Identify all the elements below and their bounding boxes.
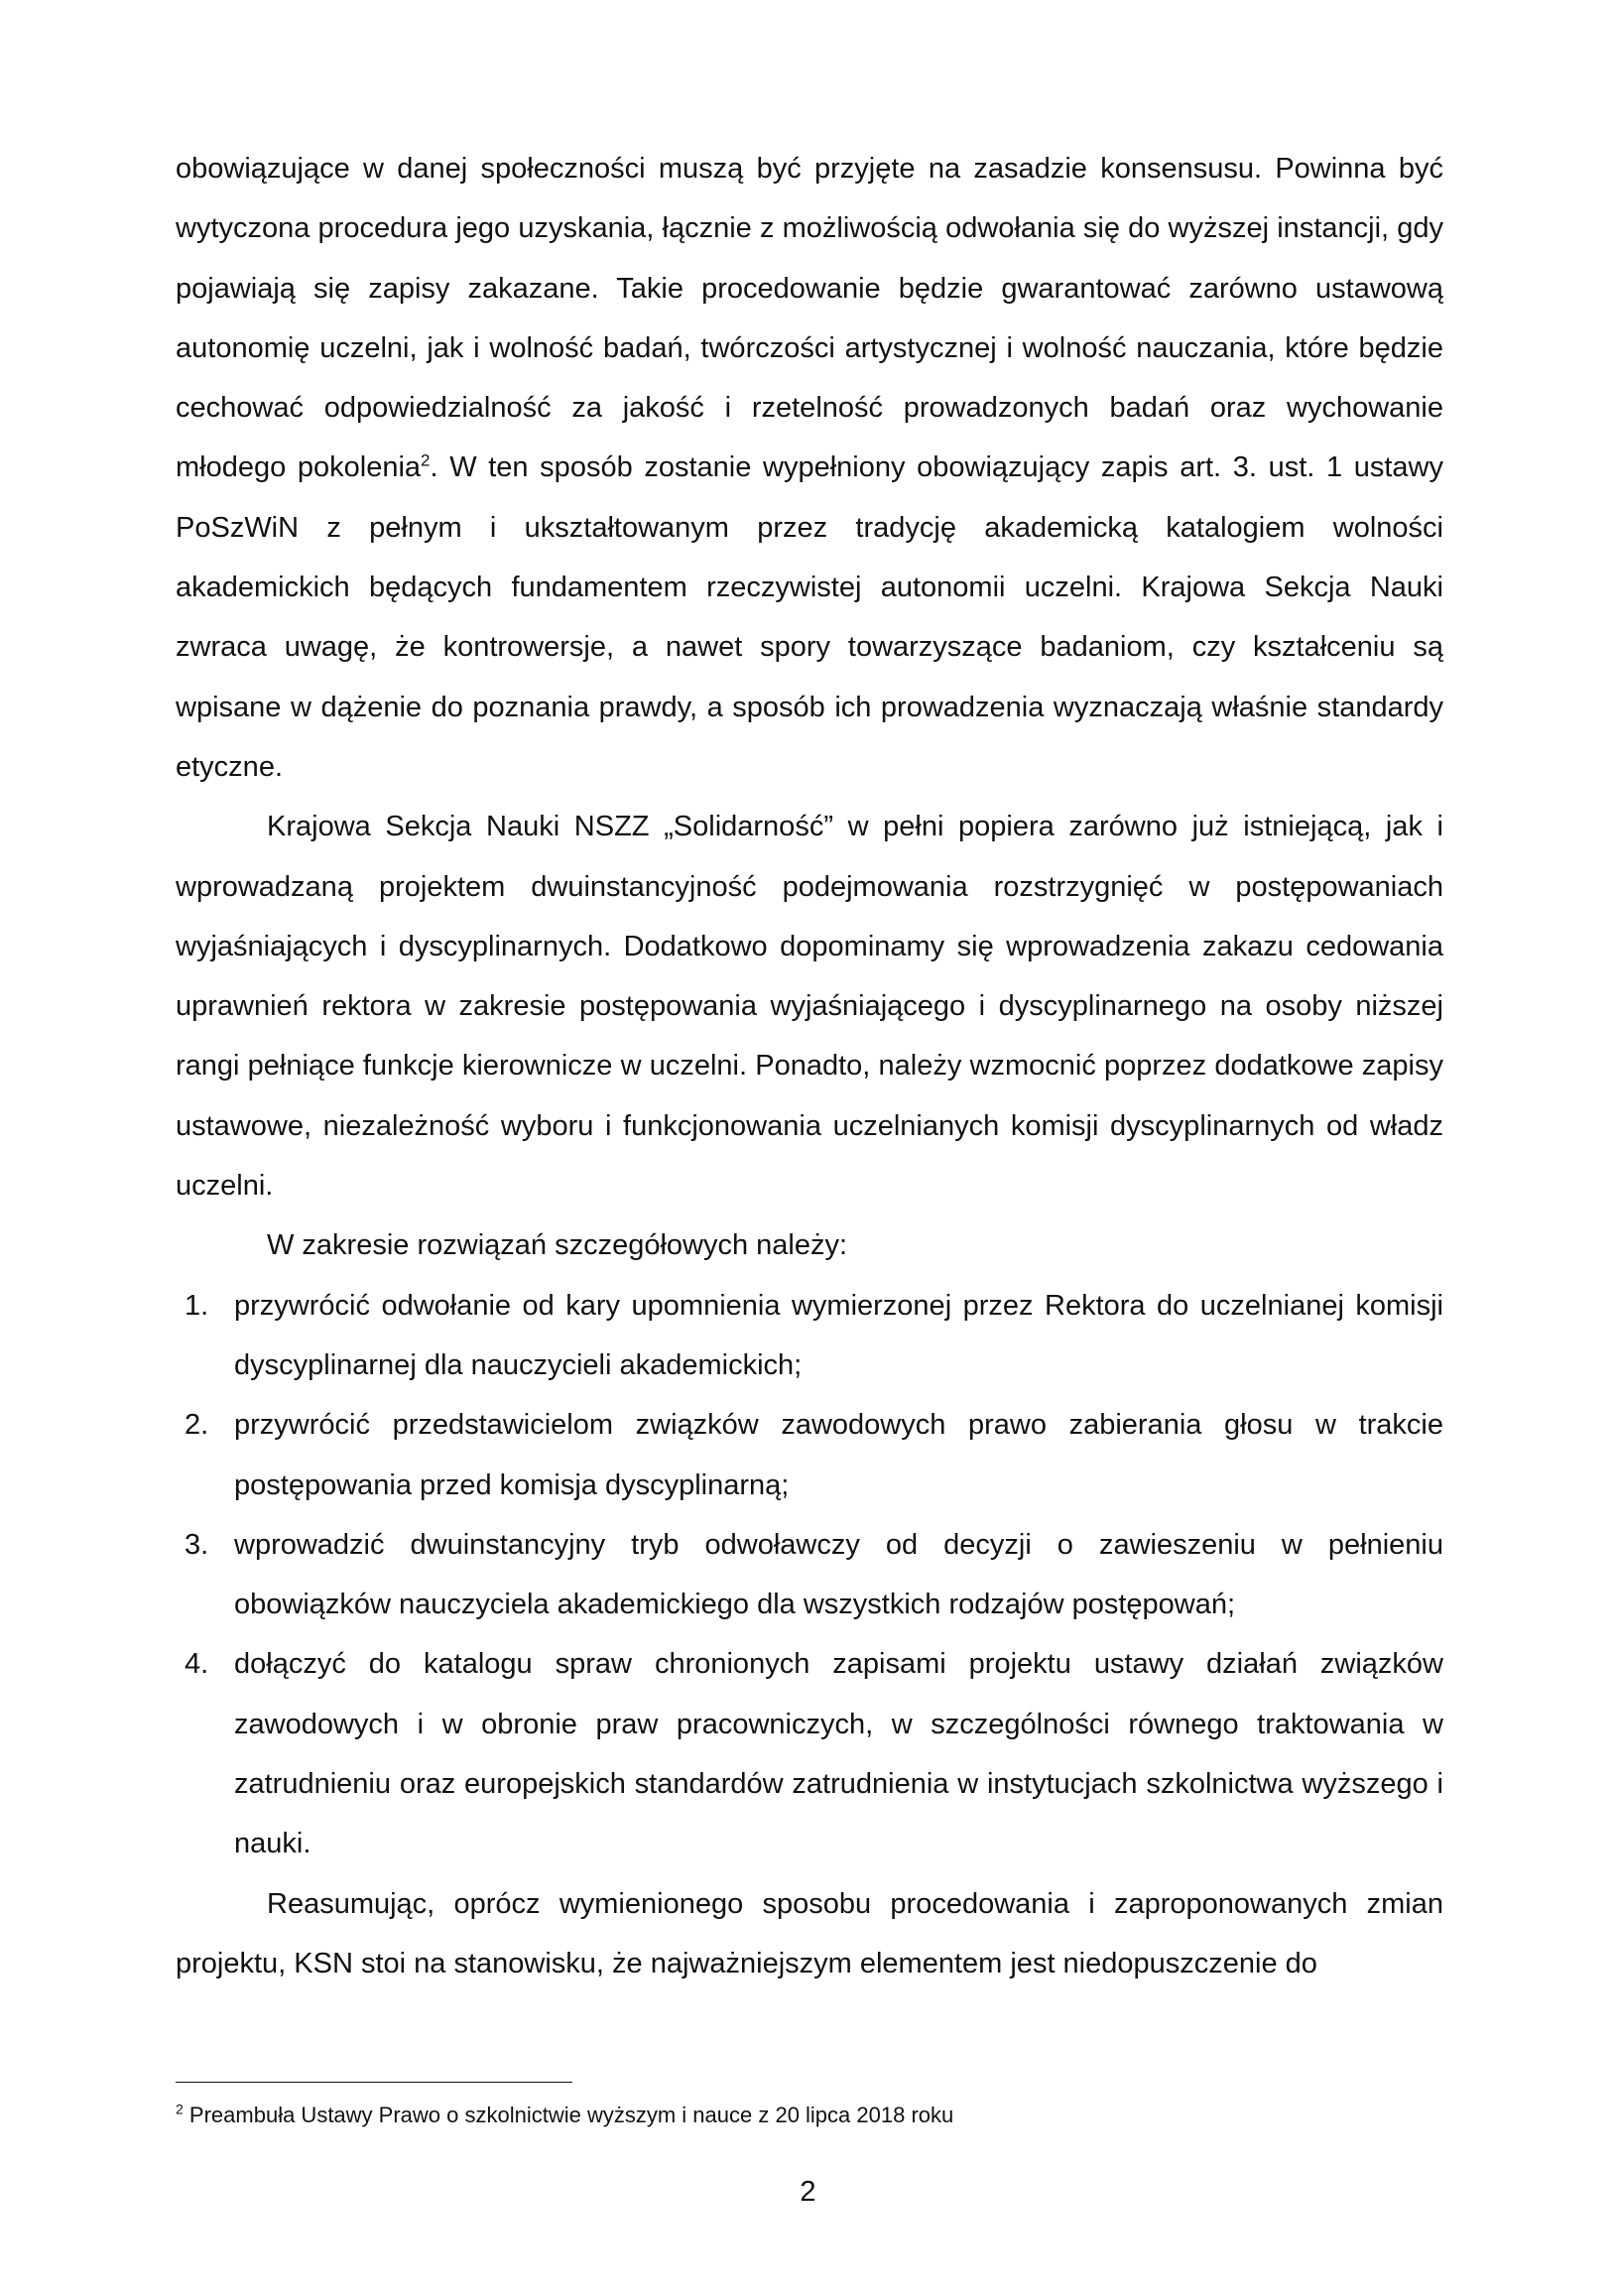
paragraph-disciplinary: Krajowa Sekcja Nauki NSZZ „Solidarność” w pełni popiera zarówno już istniejącą, jak i wprowadzaną projektem dwuinstancyjność podejmowania rozstrzygnięć w postępowaniach wyjaśniających i dyscyplinarnych. Dodatkowo dopominamy się wprowadzenia zakazu cedowania uprawnień rektora w zakresie postępowania wyjaśniającego i dyscyplinarnego na osoby niższej rangi pełniące funkcje kierownicze w uczelni. Ponadto, należy wzmocnić poprzez dodatkowe zapisy ustawowe, niezależność wyboru i funkcjonowania uczelnianych komisji dyscyplinarnych od władz uczelni. [176,811,1443,1203]
footnote-text: Preambuła Ustawy Prawo o szkolnictwie wyższym i nauce z 20 lipca 2018 roku [188,2103,954,2127]
footnote-separator [176,2082,572,2083]
list-item-number: 3. [185,1528,209,1561]
list-item-number: 4. [185,1648,209,1681]
footnote-reference: 2 [421,450,431,470]
list-item [176,1276,1443,1396]
paragraph-text: . W ten sposób zostanie wypełniony obowiązujący zapis art. 3. ust. 1 ustawy PoSzWiN z pełnym i ukształtowanym przez tradycję akademicką katalogiem wolności akademickich będących fundamentem rzeczywistej autonomii uczelni. Krajowa Sekcja Nauki zwraca uwagę, że kontrowersje, a nawet spory towarzyszące badaniom, czy kształceniu są wpisane w dążenie do poznania prawdy, a sposób ich prowadzenia wyznaczają właśnie standardy etyczne. [176,451,1443,783]
list-item-number: 1. [185,1289,209,1322]
document-body [176,139,1443,1993]
list-item [176,1634,1443,1873]
list-item-number: 2. [185,1409,209,1442]
list-item [176,1395,1443,1515]
footnote-mark: 2 [176,2101,184,2117]
paragraph-summary: Reasumując, oprócz wymienionego sposobu procedowania i zaproponowanych zmian projektu, KSN stoi na stanowisku, że najważniejszym elementem jest niedopuszczenie do [176,1887,1443,1979]
list-item-text: wprowadzić dwuinstancyjny tryb odwoławczy od decyzji o zawieszeniu w pełnieniu obowiązków nauczyciela akademickiego dla wszystkich rodzajów postępowań; [234,1528,1443,1621]
list-item-text: przywrócić przedstawicielom związków zawodowych prawo zabierania głosu w trakcie postępowania przed komisja dyscyplinarną; [234,1409,1443,1501]
list-item-text: dołączyć do katalogu spraw chronionych zapisami projektu ustawy działań związków zawodowych i w obronie praw pracowniczych, w szczególności równego traktowania w zatrudnieniu oraz europejskich standardów zatrudnienia w instytucjach szkolnictwa wyższego i nauki. [234,1648,1443,1860]
list-item-text: przywrócić odwołanie od kary upomnienia wymierzonej przez Rektora do uczelnianej komisji dyscyplinarnej dla nauczycieli akademickich; [234,1289,1443,1381]
recommendations-list [176,1276,1443,1874]
paragraph-autonomy [176,139,1443,797]
page-number: 2 [800,2176,816,2208]
paragraph-text: obowiązujące w danej społeczności muszą być przyjęte na zasadzie konsensusu. Powinna być wytyczona procedura jego uzyskania, łącznie z możliwością odwołania się do wyższej instancji, gdy pojawiają się zapisy zakazane. Takie procedowanie będzie gwarantować zarówno ustawową autonomię uczelni, jak i wolność badań, twórczości artystycznej i wolność nauczania, które będzie cechować odpowiedzialność za jakość i rzetelność prowadzonych badań oraz wychowanie młodego pokolenia [176,153,1443,484]
footnote [176,2100,1443,2131]
list-intro: W zakresie rozwiązań szczegółowych należy: [267,1229,848,1262]
list-item [176,1515,1443,1635]
